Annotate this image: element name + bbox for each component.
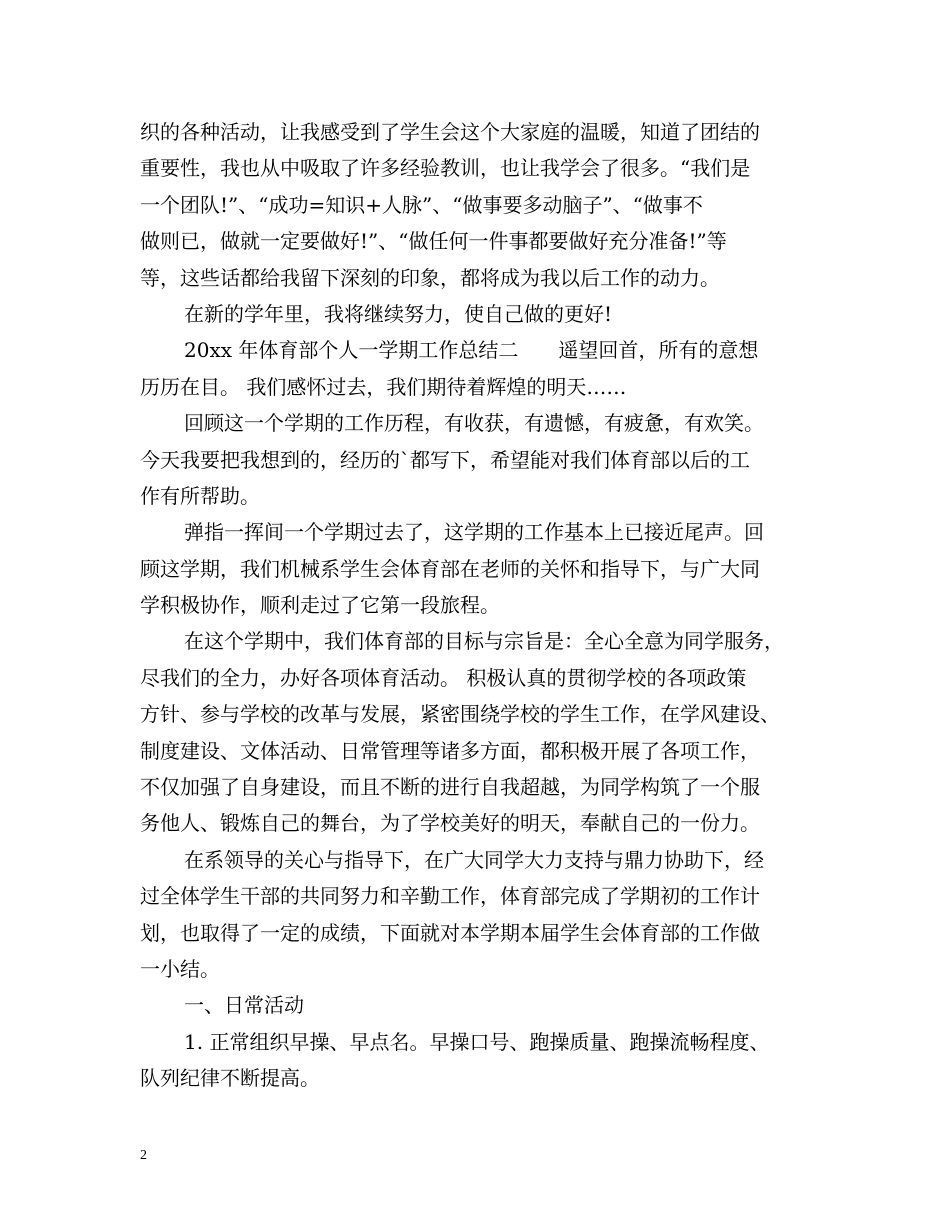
text-line: 划，也取得了一定的成绩，下面就对本学期本届学生会体育部的工作做 (140, 920, 760, 945)
text-line: 制度建设、文体活动、日常管理等诸多方面，都积极开展了各项工作， (140, 738, 760, 763)
text-line: 顾这学期，我们机械系学生会体育部在老师的关怀和指导下，与广大同 (140, 556, 760, 581)
text-line: 回顾这一个学期的工作历程，有收获，有遗憾，有疲惫，有欢笑。 (184, 411, 764, 436)
text-line: 作有所帮助。 (140, 483, 260, 508)
text-line: 一个团队!”、“成功=知识+人脉”、“做事要多动脑子”、“做事不 (140, 192, 703, 217)
body-text (140, 114, 840, 1097)
text-line: 重要性，我也从中吸取了许多经验教训，也让我学会了很多。“我们是 (140, 156, 751, 181)
page-number: 2 (140, 1148, 147, 1163)
text-line: 一小结。 (140, 956, 220, 981)
text-line: 尽我们的全力，办好各项体育活动。 积极认真的贯彻学校的各项政策 (140, 665, 747, 690)
text-line: 今天我要把我想到的，经历的`都写下，希望能对我们体育部以后的工 (140, 447, 750, 472)
text-line: 方针、参与学校的改革与发展，紧密围绕学校的学生工作，在学风建设、 (140, 702, 780, 727)
text-line: 1. 正常组织早操、早点名。早操口号、跑操质量、跑操流畅程度、 (184, 1029, 770, 1054)
text-line: 务他人、锻炼自己的舞台，为了学校美好的明天，奉献自己的一份力。 (140, 811, 760, 836)
text-line: 学积极协作，顺利走过了它第一段旅程。 (140, 593, 500, 618)
text-line: 在系领导的关心与指导下，在广大同学大力支持与鼎力协助下，经 (184, 847, 764, 872)
text-line: 过全体学生干部的共同努力和辛勤工作，体育部完成了学期初的工作计 (140, 884, 760, 909)
text-line: 织的各种活动，让我感受到了学生会这个大家庭的温暖，知道了团结的 (140, 120, 760, 144)
text-line: 做则已，做就一定要做好!”、“做任何一件事都要做好充分准备!”等 (140, 229, 727, 254)
text-line: 在新的学年里，我将继续努力，使自己做的更好! (184, 301, 613, 326)
text-line: 历历在目。 我们感怀过去，我们期待着辉煌的明天…… (140, 374, 627, 399)
text-line: 在这个学期中，我们体育部的目标与宗旨是：全心全意为同学服务， (184, 629, 784, 654)
text-line: 弹指一挥间一个学期过去了，这学期的工作基本上已接近尾声。回 (184, 520, 764, 545)
text-line: 队列纪律不断提高。 (140, 1066, 320, 1091)
text-line: 一、日常活动 (184, 993, 304, 1018)
text-line: 不仅加强了自身建设，而且不断的进行自我超越，为同学构筑了一个服 (140, 775, 760, 800)
text-line: 20xx 年体育部个人一学期工作总结二 遥望回首，所有的意想 (184, 338, 759, 363)
text-line: 等，这些话都给我留下深刻的印象，都将成为我以后工作的动力。 (140, 265, 720, 290)
